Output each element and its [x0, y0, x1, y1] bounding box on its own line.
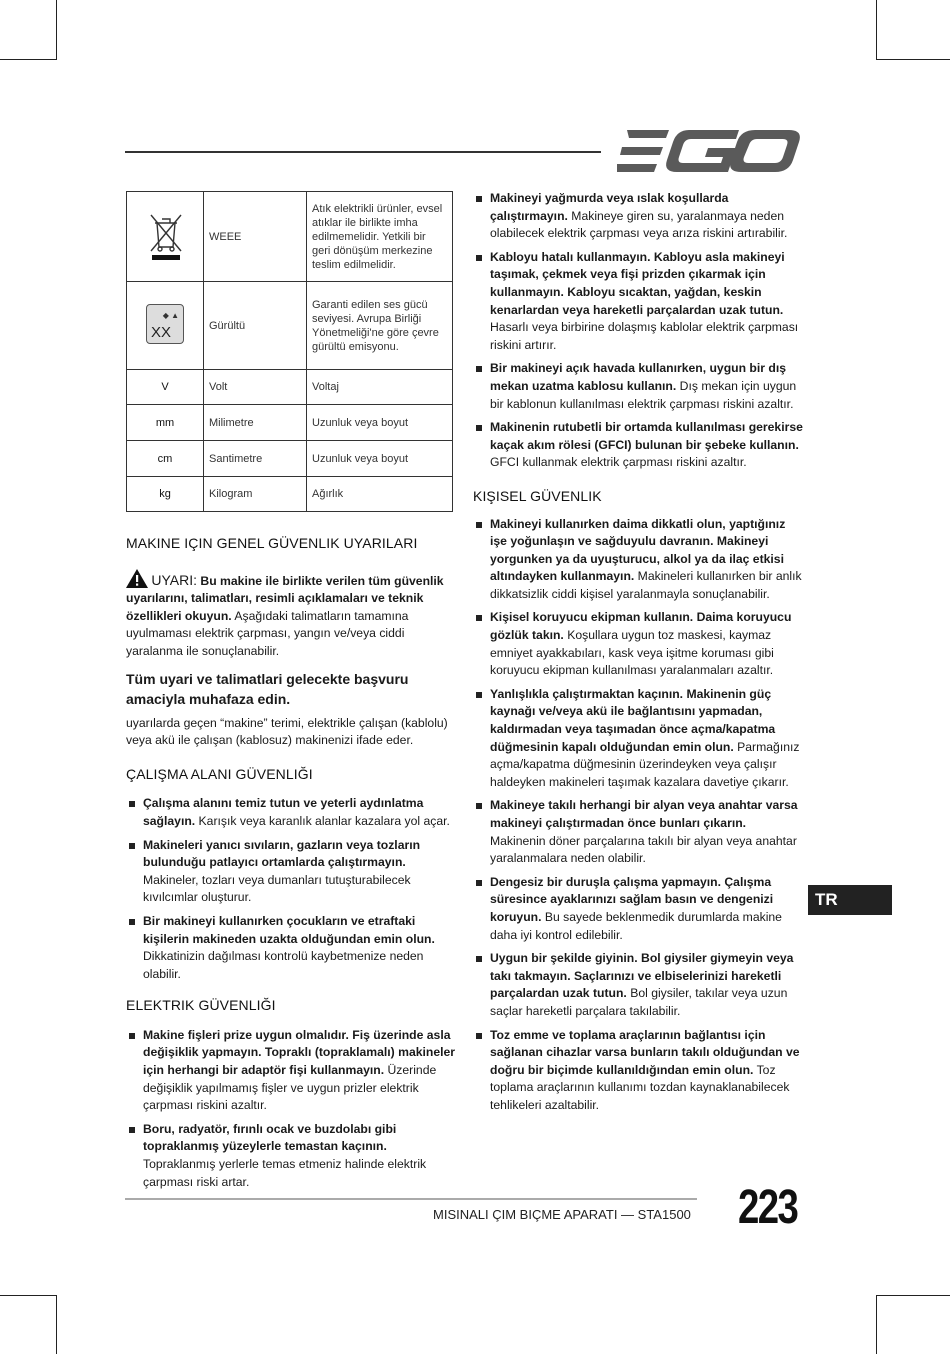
symbol-name: Gürültü: [204, 282, 307, 370]
list-item: [126, 1027, 456, 1115]
item-bold: Çalışma alanını temiz tutun ve yeterli aydınlatma sağlayın.: [143, 796, 424, 828]
item-bold: Kişisel koruyucu ekipman kullanın. Daima koruyucu gözlük takın.: [490, 610, 792, 643]
list-item: [126, 913, 456, 983]
list-item: [473, 190, 803, 243]
symbol-desc: Uzunluk veya boyut: [307, 441, 453, 477]
weee-bin-icon: [145, 209, 185, 261]
warning-text: Aşağıdaki talimatların tamamına uyulmaması elektrik çarpması, yangın ve/veya ciddi yaralanma ile sonuçlanabilir.: [126, 608, 409, 658]
symbol-cell: V: [127, 370, 204, 405]
list-item: [473, 360, 803, 413]
item-text: Toz toplama araçlarının kullanımı tozdan kaynaklanabilecek tehlikeleri azaltabilir.: [490, 1062, 790, 1112]
symbol-cell: mm: [127, 405, 204, 441]
header-rule: [125, 151, 601, 153]
symbol-desc: Garanti edilen ses gücü seviyesi. Avrupa Birliği Yönetmeliği'ne göre çevre gürültü emisyonu.: [307, 282, 453, 370]
item-text: Makinenin döner parçalarına takılı bir alyan veya anahtar yaralanmalara neden olabilir.: [490, 833, 797, 866]
item-bold: Makineye takılı herhangi bir alyan veya anahtar varsa makineyi çalıştırmadan önce bunları çıkarın.: [490, 798, 798, 830]
personal-list: [473, 516, 803, 1115]
list-item: [126, 837, 456, 907]
item-bold: Toz emme ve toplama araçlarının bağlantısı için sağlanan cihazlar varsa bunların takılı olduğundan ve doğru bir biçimde kullanıldığından emin olun.: [490, 1027, 800, 1077]
section-heading-personal: KIŞISEL GÜVENLIK: [473, 487, 602, 504]
warning-bold: Bu makine ile birlikte verilen tüm güvenlik uyarılarını, talimatları, resimli açıklamaları ve teknik özellikleri okuyun.: [126, 573, 444, 623]
noise-level: XX: [151, 323, 172, 341]
item-bold: Kabloyu hatalı kullanmayın. Kabloyu asla makineyi taşımak, çekmek veya fişi prizden çıkarmak için kullanmayın. Kabloyu sıcaktan, yağdan, keskin kenarlardan veya hareketli parçalardan uzak tutun.: [490, 249, 785, 317]
crop-mark: [0, 59, 57, 60]
list-item: [473, 797, 803, 867]
item-text: Hasarlı veya birbirine dolaşmış kablolar elektrik çarpması riskini artırır.: [490, 320, 799, 352]
item-bold: Makineyi kullanırken daima dikkatli olun, yaptığınız işe yoğunlaşın ve sağduyulu davranın. Makineyi yorgunken ya da uyuşturucu, alkol ya da ilaç etkisi altındayken kullanmayın.: [490, 516, 786, 584]
crop-mark: [876, 1295, 950, 1296]
item-text: GFCI kullanmak elektrik çarpması riskini azaltır.: [490, 455, 747, 470]
item-text: Topraklanmış yerlerle temas etmeniz halinde elektrik çarpması riski artar.: [143, 1157, 427, 1189]
electrical-list-cont: [473, 190, 803, 472]
item-text: Koşullara uygun toz maskesi, kaymaz emniyet ayakkabıları, kask veya işitme koruması gibi koruyucu ekipman kullanılması yaralanmaları azaltır.: [490, 628, 774, 678]
item-text: Bol giysiler, takılar veya uzun saçlar hareketli parçalara takılabilir.: [490, 986, 788, 1018]
item-bold: Makineleri yanıcı sıvıların, gazların veya tozların bulunduğu patlayıcı ortamlarda çalıştırmayın.: [143, 837, 421, 870]
warning-paragraph: [126, 569, 456, 661]
item-text: Makineye giren su, yaralanmaya neden olabilecek elektrik çarpması veya arıza riskini artırabilir.: [490, 208, 788, 241]
item-bold: Makinenin rutubetli bir ortamda kullanılması gerekirse kaçak akım rölesi (GFCI) bulunan bir şebeke kullanın.: [490, 420, 803, 452]
section-heading-electrical: ELEKTRIK GÜVENLIĞI: [126, 997, 276, 1014]
section-heading-work-area: ÇALIŞMA ALANI GÜVENLIĞI: [126, 765, 313, 782]
page-number: 223: [738, 1181, 798, 1234]
logo-text: EGO: [617, 130, 620, 131]
list-item: [473, 419, 803, 472]
table-row: [127, 282, 453, 370]
symbol-cell: [127, 192, 204, 282]
crop-mark: [56, 0, 57, 60]
language-tab: TR: [808, 885, 892, 915]
electrical-list: [126, 1027, 456, 1191]
table-row: [127, 441, 453, 477]
item-bold: Boru, radyatör, fırınlı ocak ve buzdolabı gibi topraklanmış yüzeylerle temastan kaçının.: [143, 1121, 397, 1154]
section-heading-general: MAKINE IÇIN GENEL GÜVENLIK UYARILARI: [126, 535, 418, 551]
symbol-desc: Atık elektrikli ürünler, evsel atıklar ile birlikte imha edilmemelidir. Yetkili bir geri dönüşüm merkezine teslim edilmelidir.: [307, 192, 453, 282]
item-text: Bu sayede beklenmedik durumlarda makine daha iyi kontrol edilebilir.: [490, 909, 782, 942]
table-row: [127, 405, 453, 441]
symbol-name: Volt: [204, 370, 307, 405]
list-item: [473, 609, 803, 679]
item-text: Üzerinde değişiklik yapılmamış fişler ve uygun prizler elektrik çarpması riskini azaltır.: [143, 1063, 437, 1113]
symbol-name: Santimetre: [204, 441, 307, 477]
term-definition: uyarılarda geçen “makine” terimi, elektrikle çalışan (kablolu) veya akü ile çalışan (kablosuz) makinenizi ifade eder.: [126, 715, 448, 748]
item-bold: Makineyi yağmurda veya ıslak koşullarda çalıştırmayın.: [490, 191, 729, 223]
item-bold: Uygun bir şekilde giyinin. Bol giysiler giymeyin veya takı takmayın. Saçlarınızı ve elbiselerinizi hareketli parçalardan uzak tutun.: [490, 951, 794, 1001]
item-bold: Makine fişleri prize uygun olmalıdır. Fiş üzerinde asla değişiklik yapmayın. Topraklı (topraklamalı) makineler için herhangi bir adaptör fişi kullanmayın.: [143, 1027, 456, 1078]
work-area-list: [126, 795, 456, 983]
symbol-name: Kilogram: [204, 477, 307, 512]
footer-rule: [125, 1198, 697, 1200]
ego-logo: [617, 130, 800, 172]
list-item: [473, 950, 803, 1020]
item-text: Dış mekan için uygun bir kablonun kullanılması elektrik çarpması riskini azaltır.: [490, 378, 797, 411]
symbol-name: WEEE: [204, 192, 307, 282]
left-column: [126, 535, 456, 1197]
symbol-desc: Ağırlık: [307, 477, 453, 512]
symbol-name: Milimetre: [204, 405, 307, 441]
warning-label: UYARI:: [151, 571, 198, 588]
crop-mark: [0, 1295, 57, 1296]
crop-mark: [876, 0, 877, 60]
list-item: [473, 686, 803, 792]
footer-title: MISINALI ÇIM BIÇME APARATI — STA1500: [433, 1207, 691, 1222]
item-text: Parmağınız açma/kapatma düğmesinin üzerindeyken veya çalışır haldeyken makineleri taşımak kazalara davetiye çıkarır.: [490, 739, 800, 789]
noise-icon: XX ◆ ▲: [146, 304, 184, 344]
item-text: Makineleri kullanırken bir anlık dikkatsizlik ciddi kişisel yaralanmayla sonuçlanabilir.: [490, 569, 802, 601]
symbol-desc: Uzunluk veya boyut: [307, 405, 453, 441]
table-row: [127, 477, 453, 512]
crop-mark: [876, 59, 950, 60]
item-bold: Bir makineyi açık havada kullanırken, uygun bir dış mekan uzatma kablosu kullanın.: [490, 361, 786, 393]
list-item: [473, 249, 803, 355]
symbol-cell: kg: [127, 477, 204, 512]
list-item: [126, 795, 456, 830]
warning-triangle-icon: [126, 569, 148, 588]
table-row: [127, 370, 453, 405]
list-item: [126, 1121, 456, 1191]
symbol-cell: [127, 282, 204, 370]
item-bold: Yanlışlıkla çalıştırmaktan kaçının. Makinenin güç kaynağı ve/veya akü ile bağlantısını yapmadan, kaldırmadan veya taşımadan önce açma/kapatma düğmesinin kapalı olduğundan emin olun.: [490, 686, 776, 754]
item-bold: Bir makineyi kullanırken çocukların ve etraftaki kişilerin makineden uzakta olduğundan emin olun.: [143, 913, 435, 946]
list-item: [473, 1027, 803, 1115]
symbol-cell: cm: [127, 441, 204, 477]
crop-mark: [56, 1295, 57, 1354]
item-bold: Dengesiz bir duruşla çalışma yapmayın. Çalışma süresince ayaklarınızı sağlam basın ve dengenizi koruyun.: [490, 874, 774, 924]
item-text: Makineler, tozları veya dumanları tutuşturabilecek kıvılcımlar oluşturur.: [143, 872, 411, 905]
crop-mark: [876, 1295, 877, 1354]
item-text: Dikkatinizin dağılması kontrolü kaybetmenize neden olabilir.: [143, 949, 424, 981]
table-row: [127, 192, 453, 282]
list-item: [473, 516, 803, 604]
right-column: [473, 190, 803, 1121]
symbol-table: [126, 191, 453, 512]
keep-instructions: Tüm uyari ve talimatlari gelecekte başvuru amaciyla muhafaza edin.: [126, 670, 409, 707]
symbol-desc: Voltaj: [307, 370, 453, 405]
item-text: Karışık veya karanlık alanlar kazalara yol açar.: [195, 813, 450, 828]
list-item: [473, 874, 803, 944]
